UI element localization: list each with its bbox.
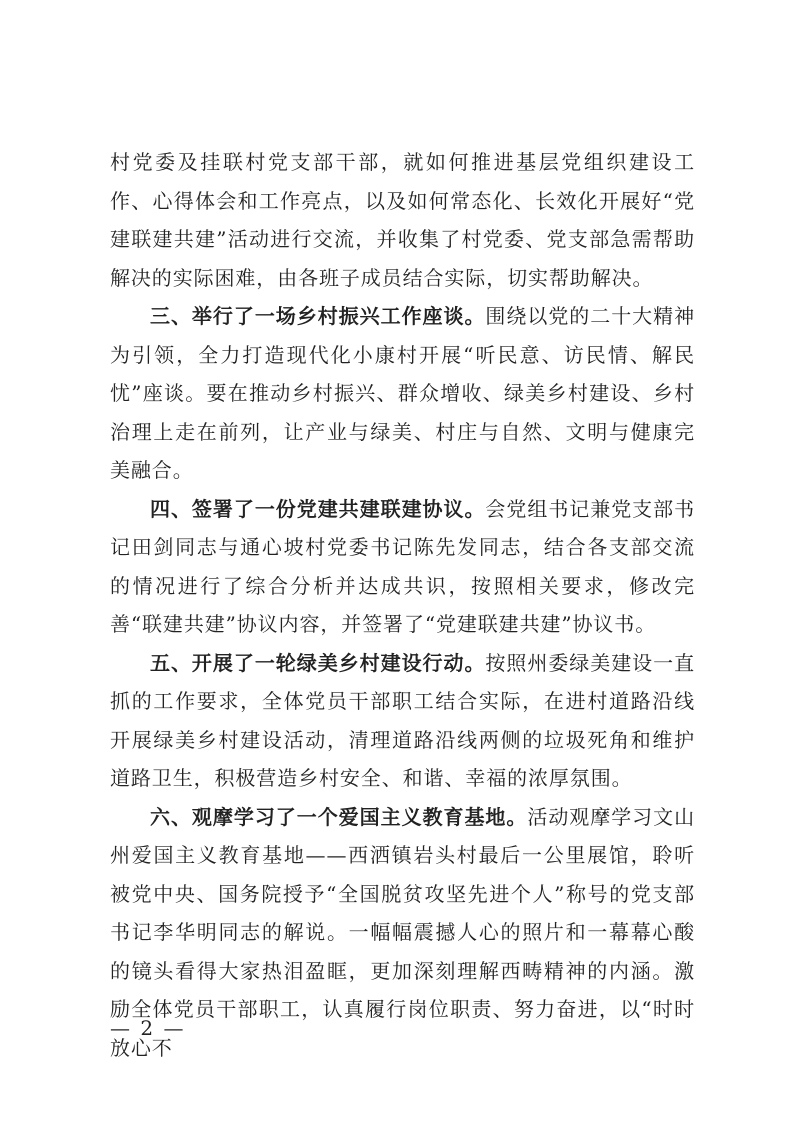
- page-number: — 2 —: [110, 1016, 186, 1040]
- paragraph-heading: 四、签署了一份党建共建联建协议。: [150, 496, 486, 521]
- paragraph-text: 围绕以党的二十大精神为引领，全力打造现代化小康村开展“听民意、访民情、解民忧”座谈。要在推动乡村振兴、群众增收、绿美乡村建设、乡村治理上走在前列，让产业与绿美、村庄与自然、文明与健康完美融合。: [110, 304, 695, 482]
- paragraph-rural-revitalization: [110, 297, 695, 490]
- paragraph-heading: 三、举行了一场乡村振兴工作座谈。: [150, 304, 486, 328]
- paragraph-continuation: [110, 143, 695, 297]
- paragraph-heading: 五、开展了一轮绿美乡村建设行动。: [150, 650, 486, 675]
- paragraph-text: 按照州委绿美建设一直抓的工作要求，全体党员干部职工结合实际，在进村道路沿线开展绿美乡村建设活动，清理道路沿线两侧的垃圾死角和维护道路卫生，积极营造乡村安全、和谐、幸福的浓厚氛围。: [110, 650, 695, 790]
- paragraph-heading: 六、观摩学习了一个爱国主义教育基地。: [150, 804, 528, 829]
- document-body: [110, 143, 695, 1067]
- paragraph-text: 村党委及挂联村党支部干部，就如何推进基层党组织建设工作、心得体会和工作亮点，以及如何常态化、长效化开展好“党建联建共建”活动进行交流，并收集了村党委、党支部急需帮助解决的实际困难，由各班子成员结合实际，切实帮助解决。: [110, 150, 695, 290]
- paragraph-education-base: [110, 798, 695, 1068]
- paragraph-joint-agreement: [110, 490, 695, 644]
- paragraph-green-village: [110, 644, 695, 798]
- paragraph-text: 活动观摩学习文山州爱国主义教育基地——西洒镇岩头村最后一公里展馆，聆听被党中央、国务院授予“全国脱贫攻坚先进个人”称号的党支部书记李华明同志的解说。一幅幅震撼人心的照片和一幕幕心酸的镜头看得大家热泪盈眶，更加深刻理解西畴精神的内涵。激励全体党员干部职工，认真履行岗位职责、努力奋进，以“时时放心不: [110, 804, 696, 1060]
- paragraph-text: 会党组书记兼党支部书记田剑同志与通心坡村党委书记陈先发同志，结合各支部交流的情况进行了综合分析并达成共识，按照相关要求，修改完善“联建共建”协议内容，并签署了“党建联建共建”协议书。: [110, 496, 695, 636]
